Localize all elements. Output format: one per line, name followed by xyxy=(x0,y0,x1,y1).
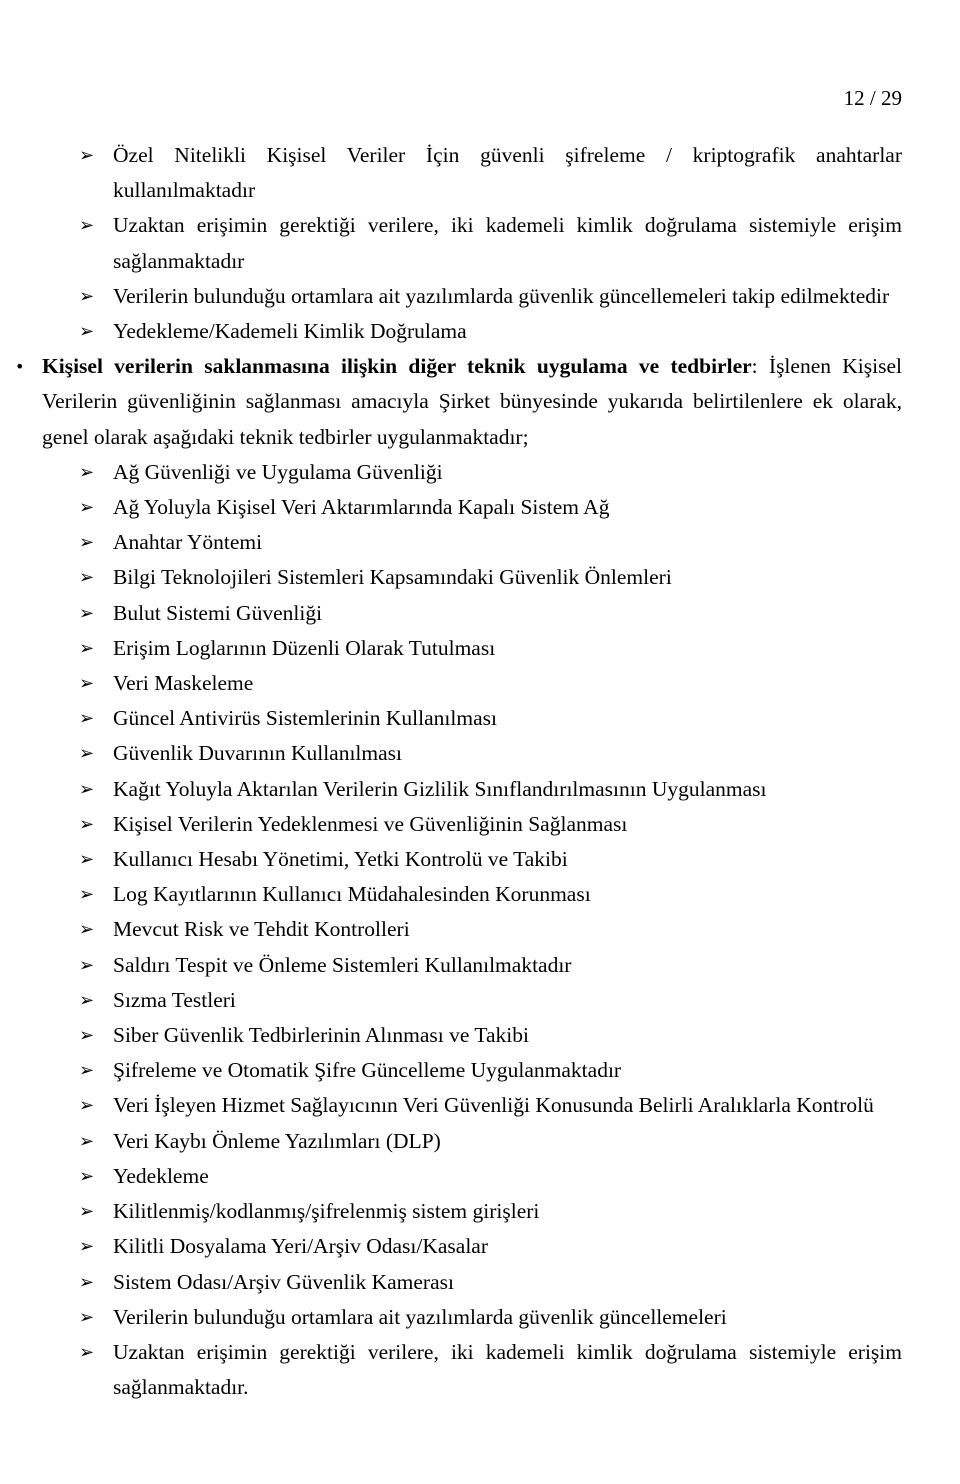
list-item-text: Uzaktan erişimin gerektiği verilere, iki kademeli kimlik doğrulama sistemiyle erişim sağlanmaktadır xyxy=(113,213,902,273)
list-item-text: Veri İşleyen Hizmet Sağlayıcının Veri Güvenliği Konusunda Belirli Aralıklarla Kontrolü xyxy=(113,1093,874,1118)
section-body: : İşlenen Kişisel Verilerin güvenliğinin sağlanması amacıyla Şirket bünyesinde yukarıda belirtilenlere ek olarak, genel olarak aşağıdaki teknik tedbirler uygulanmaktadır; xyxy=(42,354,902,449)
list-item xyxy=(79,208,902,278)
list-item-text: Yedekleme/Kademeli Kimlik Doğrulama xyxy=(113,319,467,344)
list-item-text: Saldırı Tespit ve Önleme Sistemleri Kullanılmaktadır xyxy=(113,952,572,977)
list-item xyxy=(79,279,902,314)
list-item xyxy=(79,1018,902,1053)
list-item-text: Log Kayıtlarının Kullanıcı Müdahalesinden Korunması xyxy=(113,882,591,907)
list-item xyxy=(79,1088,902,1123)
arrow-bullet-icon: ➢ xyxy=(79,813,95,835)
list-item xyxy=(79,948,902,983)
list-item xyxy=(79,1300,902,1335)
list-item xyxy=(79,560,902,595)
list-item-text: Mevcut Risk ve Tehdit Kontrolleri xyxy=(113,917,410,942)
list-item xyxy=(79,1265,902,1300)
technical-measures-paragraph xyxy=(15,349,902,455)
arrow-bullet-icon: ➢ xyxy=(79,778,95,800)
list-item-text: Sızma Testleri xyxy=(113,987,236,1012)
list-item xyxy=(79,772,902,807)
page-number: 12 / 29 xyxy=(843,86,902,110)
list-item-text: Veri Maskeleme xyxy=(113,671,254,696)
list-item xyxy=(79,701,902,736)
arrow-bullet-icon: ➢ xyxy=(79,708,95,730)
arrow-bullet-icon: ➢ xyxy=(79,673,95,695)
list-item-text: Uzaktan erişimin gerektiği verilere, iki kademeli kimlik doğrulama sistemiyle erişim sağlanmaktadır. xyxy=(113,1339,902,1400)
list-item xyxy=(79,736,902,771)
list-item xyxy=(79,1229,902,1264)
arrow-bullet-icon: ➢ xyxy=(79,532,95,554)
list-item-text: Bulut Sistemi Güvenliği xyxy=(113,600,323,625)
list-item xyxy=(79,490,902,525)
list-item-text: Verilerin bulunduğu ortamlara ait yazılımlarda güvenlik güncellemeleri xyxy=(113,1304,727,1329)
list-item-text: Sistem Odası/Arşiv Güvenlik Kamerası xyxy=(113,1269,454,1294)
list-item-text: Siber Güvenlik Tedbirlerinin Alınması ve Takibi xyxy=(113,1023,529,1048)
list-item xyxy=(79,877,902,912)
arrow-bullet-icon: ➢ xyxy=(79,743,95,765)
list-item xyxy=(79,631,902,666)
list-item-text: Ağ Yoluyla Kişisel Veri Aktarımlarında Kapalı Sistem Ağ xyxy=(113,495,610,520)
list-item-text: Ağ Güvenliği ve Uygulama Güvenliği xyxy=(113,459,443,484)
arrow-bullet-icon: ➢ xyxy=(79,1130,95,1152)
document-body xyxy=(15,138,902,1405)
list-item xyxy=(79,525,902,560)
list-item xyxy=(79,983,902,1018)
list-item-text: Anahtar Yöntemi xyxy=(113,530,263,555)
list-item-text: Kağıt Yoluyla Aktarılan Verilerin Gizlilik Sınıflandırılmasının Uygulanması xyxy=(113,776,767,801)
arrow-bullet-icon: ➢ xyxy=(79,567,95,589)
list-item xyxy=(79,314,902,349)
arrow-bullet-icon: ➢ xyxy=(79,1095,95,1117)
arrow-bullet-icon: ➢ xyxy=(79,1236,95,1258)
arrow-bullet-icon: ➢ xyxy=(79,1201,95,1223)
list-item-text: Kilitlenmiş/kodlanmış/şifrelenmiş sistem girişleri xyxy=(113,1199,540,1224)
list-item xyxy=(79,1335,902,1405)
measures-list-technical xyxy=(42,455,902,1405)
list-item xyxy=(79,842,902,877)
list-item-text: Kullanıcı Hesabı Yönetimi, Yetki Kontrolü ve Takibi xyxy=(113,847,568,872)
list-item-text: Bilgi Teknolojileri Sistemleri Kapsamındaki Güvenlik Önlemleri xyxy=(113,565,672,590)
arrow-bullet-icon: ➢ xyxy=(79,989,95,1011)
arrow-bullet-icon: ➢ xyxy=(79,1306,95,1328)
arrow-bullet-icon: ➢ xyxy=(79,1060,95,1082)
list-item-text: Yedekleme xyxy=(113,1163,209,1188)
list-item-text: Verilerin bulunduğu ortamlara ait yazılımlarda güvenlik güncellemeleri takip edilmektedir xyxy=(113,283,890,308)
list-item-text: Güncel Antivirüs Sistemlerinin Kullanılması xyxy=(113,706,497,731)
arrow-bullet-icon: ➢ xyxy=(79,285,95,307)
section-heading: Kişisel verilerin saklanmasına ilişkin diğer teknik uygulama ve tedbirler xyxy=(42,354,752,379)
list-item-text: Özel Nitelikli Kişisel Veriler İçin güvenli şifreleme / kriptografik anahtarlar kullanılmaktadır xyxy=(113,143,902,203)
list-item-text: Şifreleme ve Otomatik Şifre Güncelleme Uygulanmaktadır xyxy=(113,1058,622,1083)
list-item-text: Erişim Loglarının Düzenli Olarak Tutulması xyxy=(113,635,496,660)
arrow-bullet-icon: ➢ xyxy=(79,215,95,237)
list-item xyxy=(79,666,902,701)
arrow-bullet-icon: ➢ xyxy=(79,1341,95,1363)
list-item xyxy=(79,1194,902,1229)
arrow-bullet-icon: ➢ xyxy=(79,145,95,166)
arrow-bullet-icon: ➢ xyxy=(79,884,95,906)
list-item-text: Kişisel Verilerin Yedeklenmesi ve Güvenliğinin Sağlanması xyxy=(113,811,628,836)
list-item xyxy=(79,1053,902,1088)
list-item xyxy=(79,1159,902,1194)
arrow-bullet-icon: ➢ xyxy=(79,461,95,483)
arrow-bullet-icon: ➢ xyxy=(79,1165,95,1187)
list-item xyxy=(79,807,902,842)
arrow-bullet-icon: ➢ xyxy=(79,954,95,976)
list-item xyxy=(79,138,902,208)
arrow-bullet-icon: ➢ xyxy=(79,1025,95,1047)
measures-list-top xyxy=(42,138,902,349)
arrow-bullet-icon: ➢ xyxy=(79,637,95,659)
arrow-bullet-icon: ➢ xyxy=(79,321,95,343)
list-item-text: Güvenlik Duvarının Kullanılması xyxy=(113,741,403,766)
arrow-bullet-icon: ➢ xyxy=(79,1271,95,1293)
arrow-bullet-icon: ➢ xyxy=(79,849,95,871)
arrow-bullet-icon: ➢ xyxy=(79,602,95,624)
list-item-text: Kilitli Dosyalama Yeri/Arşiv Odası/Kasalar xyxy=(113,1234,489,1259)
list-item xyxy=(79,455,902,490)
list-item xyxy=(79,596,902,631)
arrow-bullet-icon: ➢ xyxy=(79,497,95,519)
arrow-bullet-icon: ➢ xyxy=(79,919,95,941)
list-item xyxy=(79,912,902,947)
list-item-text: Veri Kaybı Önleme Yazılımları (DLP) xyxy=(113,1128,441,1153)
list-item xyxy=(79,1124,902,1159)
bullet-dot-icon: • xyxy=(15,357,25,377)
